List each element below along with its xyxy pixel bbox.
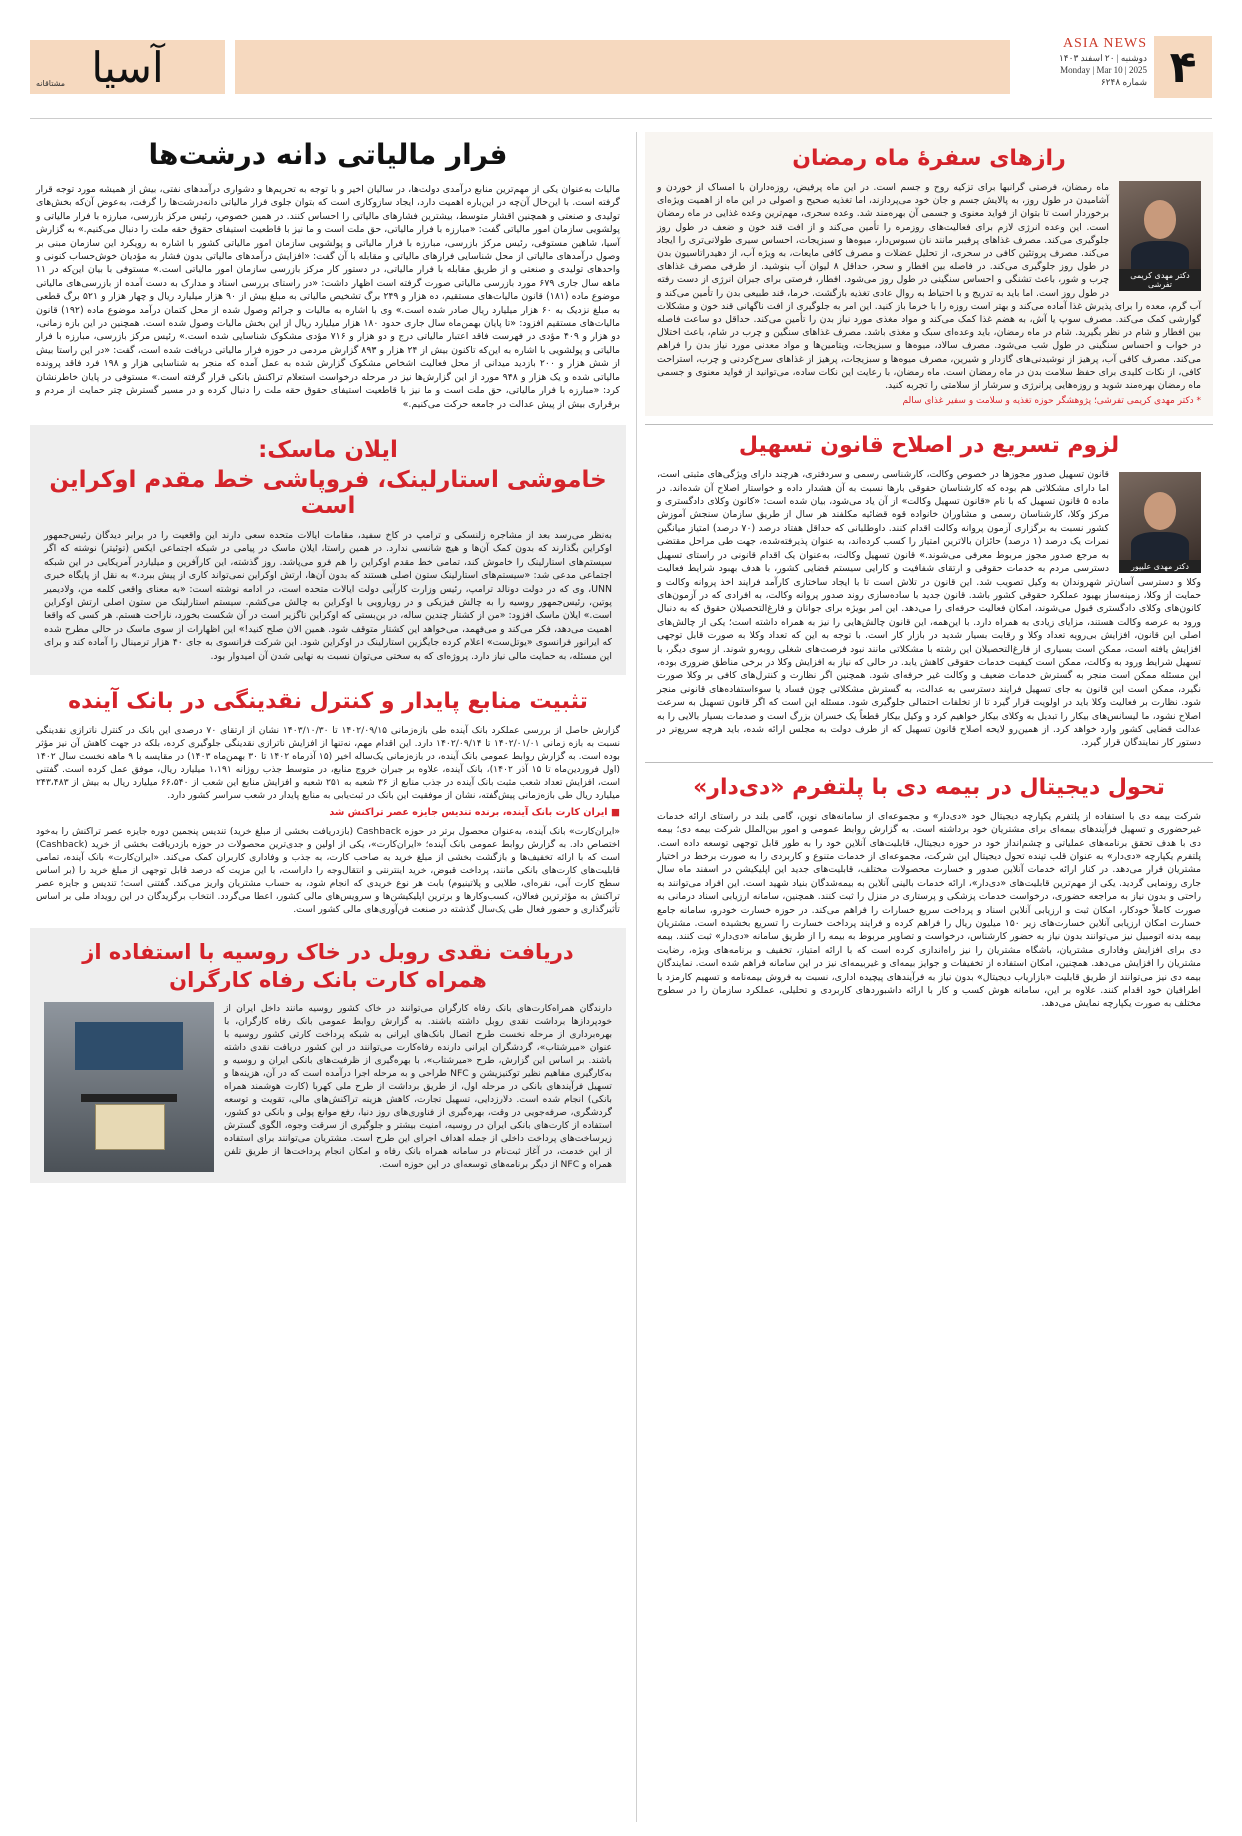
- article-title-line1: ایلان ماسک:: [258, 436, 398, 463]
- article-title-line1: دریافت نقدی روبل در خاک روسیه با استفاده از: [82, 939, 574, 964]
- atm-photo: [44, 1002, 214, 1172]
- article-ramadan: [645, 132, 1213, 416]
- date-persian: دوشنبه | ۲۰ اسفند ۱۴۰۳: [1058, 53, 1147, 63]
- author-photo: [1119, 472, 1201, 573]
- divider: [645, 424, 1213, 425]
- article-body: گزارش حاصل از بررسی عملکرد بانک آینده طی بازه‌زمانی ۱۴۰۲/۰۹/۱۵ تا ۱۴۰۳/۱۰/۳۰ نشان از ارتقای ۷۰ درصدی این بانک در کنترل ناترازی نقدینگی نسبت به بازه زمانی ۱۴۰۲/۰۱/۰۱ تا ۱۴۰۲/۰۹/۱۴ دارد. این اقدام مهم، نه‌تنها از افزایش ناترازی نقدینگی جلوگیری کرده، بلکه در جهت کاهش آن نیز مؤثر بوده است. به گزارش روابط عمومی بانک آینده، در بازه‌زمانی یک‌ساله اخیر (۱۵ آذرماه ۱۴۰۲ تا ۳۰ بهمن‌ماه ۱۴۰۳) در مقایسه با ۹ ماهه نخست سال ۱۴۰۲ (اول فروردین‌ماه تا ۱۵ آذر ۱۴۰۲)، بانک آینده، علاوه بر جبران خروج منابع، در متوسط جذب روزانه ۱،۱۹۱ میلیارد ریال، موفق عمل کرده است. گفتنی است، افزایش تعداد شعب مثبت بانک آینده در جذب منابع از ۳۶ شعبه به ۲۵۱ شعبه و افزایش منابع این شعب از ۶۶،۵۴۰ میلیارد ریال به بیش از ۲۴۳،۴۸۳ میلیارد ریال طی بازه‌زمانی پیش‌گفته، نشان از موفقیت این بانک در ثبت‌یابی به منابع پایدار در شعب سراسر کشور دارد.: [36, 724, 621, 801]
- article-body-2: «ایران‌کارت» بانک آینده، به‌عنوان محصول برتر در حوزه Cashback (بازدریافت بخشی از مبلغ خرید) تندیس پنجمین دوره جایزه عصر تراکنش را به‌خود اختصاص داد. به گزارش روابط عمومی بانک آینده؛ «ایران‌کارت»، یکی از اولین و جدی‌ترین محصولات در حوزه بازدریافت بخشی از خرید (Cashback) است که با ارائه تخفیف‌ها و بازگشت بخشی از مبلغ خرید به صاحب کارت، به جذب و وفاداری کاربران کمک می‌کند. «ایران‌کارت» بانک آینده، تمامی قابلیت‌های کارت‌های بانکی مانند، پرداخت قبوض، خرید اینترنتی و انتقال‌وجه را داراست، با این مزیت که درصد قابل توجهی از مبلغ خرید را (بر اساس سطح کارت آبی، نقره‌ای، طلایی و پلاتینیوم) بابت هر نوع خریدی که انجام شود، به حساب مشتریان واریز می‌کند. گفتنی است؛ تندیس و جایزه عصر تراکنش به مؤثرترین فعالان، کسب‌وکارها و برترین اپلیکیشن‌ها و سرویس‌های مالی کشور، اعطا می‌گردد. انتخاب برگزیدگان در این رویداد ملی بر اساس تأثیرگذاری و حضور فعال طی یک‌سال گذشته در صنعت فن‌آوری‌های مالی کشور است.: [36, 825, 620, 915]
- photo-caption: دکتر مهدی علیپور: [1119, 560, 1201, 573]
- article-signature: * دکتر مهدی کریمی تفرشی؛ پژوهشگر حوزه تغذیه و سلامت و سفیر غذای سالم: [902, 396, 1201, 407]
- logo-box: [30, 40, 225, 94]
- article-title: تحول دیجیتال در بیمه دی با پلتفرم «دی‌دار»: [693, 774, 1165, 800]
- newspaper-logo: آسیا: [91, 42, 164, 92]
- header-bar: [235, 40, 1010, 94]
- article-body: شرکت بیمه دی با استفاده از پلتفرم یکپارچه دیجیتال خود «دی‌دار» و مجموعه‌ای از سامانه‌های نوین، گامی بلند در راستای ارائه خدمات غیرحضوری و تسهیل فرآیندهای بیمه‌ای برای مشتریان خود برداشته است. به گزارش روابط عمومی و امور بین‌الملل شرکت بیمه دی؛ بیمه دی با هدف تحقق برنامه‌های عملیاتی و چشم‌انداز خود در حوزه دیجیتال، قابلیت‌های آنلاین خود را به طور قابل توجهی توسعه داده است. پلتفرم یکپارچه «دی‌دار» به عنوان قلب تپنده تحول دیجیتال این شرکت، مجموعه‌ای از خدمات متنوع و کاربردی را به صورت برخط در اختیار مشتریان قرار می‌دهد. در کنار ارائه خدمات آنلاین صدور و خسارت محصولات مختلف، قابلیت‌های جدید این اپلیکیشن در اسفند ماه سال جاری رونمایی گردید. یکی از مهم‌ترین قابلیت‌های «دی‌دار»، ارائه خدمات بالینی آنلاین به بیمه‌شدگان بنیاد شهید است. این افراد می‌توانند به راحتی و بدون نیاز به مراجعه حضوری، درخواست خدمات پزشکی و پرستاری در منزل را ثبت کنند. همچنین، سامانه ارزیابی اسناد درمانی به صورت کاملاً خودکار، امکان ثبت و ارزیابی آنلاین اسناد و پرداخت سریع خسارات را فراهم می‌کند. در حوزه خسارت خودرو، سامانه جامع خسارت امکان ارزیابی آنلاین خسارت‌های زیر ۱۵۰ میلیون ریال را فراهم کرده و فرایند پرداخت خسارت را تسریع بخشیده است. مشتریان بیمه بدنه اتومبیل نیز می‌توانند بدون نیاز به حضور کارشناس، درخواست و تصاویر مربوط به بیمه را از طریق سامانه «دی‌دار» ثبت کنند. بیمه دی برای افزایش وفاداری مشتریان، باشگاه مشتریان را نیز راه‌اندازی کرده است که با ارائه امتیاز، تخفیف و برنامه‌های ویژه، رضایت مشتریان را افزایش می‌دهد. همچنین، امکان استفاده از تخفیفات و جوایز بیمه‌ای و غیربیمه‌ای نیز در این سامانه فراهم شده است. نمایندگان بیمه دی نیز می‌توانند از طریق قابلیت «بازاریاب دیجیتال» بدون نیاز به فرآیندهای پیچیده اداری، نسبت به فروش بیمه‌نامه و تسهیم کارمزد با اطرافیان خود اقدام کنند. علاوه بر این، سامانه هوش کسب و کار با ارائه داشبوردهای کاربردی و تحلیلی، عملکرد سازمان را در سطوح مختلف به صورت یکپارچه نمایش می‌دهد.: [657, 810, 1201, 1010]
- article-dey-insurance: [645, 775, 1213, 1011]
- article-body: دارندگان همراه‌کارت‌های بانک رفاه کارگران می‌توانند در خاک کشور روسیه مانند داخل ایران از خودپردازها برداشت نقدی روبل داشته باشند. به گزارش روابط عمومی بانک رفاه کارگران، با بهره‌برداری از مرحله نخست طرح اتصال بانک‌های ایرانی به شبکه پرداخت کارتی کشور روسیه با عنوان «میرشتاب»، گردشگران ایرانی دارنده رفاه‌کارت می‌توانند در این کشور دریافت نقدی داشته باشند. بر اساس این گزارش، طرح «میرشتاب»، با بهره‌گیری از ظرفیت‌های بانکی ایران و روسیه و به‌کارگیری مفاهیم نظیر توکنیزیشن و NFC طراحی و به مرحله اجرا درآمده است که در آن، هزینه‌ها و تسهیل فرآیندهای بانکی در مرحله اول، از طریق برداشت از طرح ملی کهربا (کارت هوشمند همراه بانکی) انجام شده است. دلارزدایی، تسهیل تجارت، کاهش هزینه تراکنش‌های مالی، تقویت و توسعه گردشگری، صرفه‌جویی در وقت، بهره‌گیری از فناوری‌های روز دنیا، رفع موانع پولی و بانکی دو کشور، استفاده از کارت‌های بانکی ایران در روسیه، امنیت بیشتر و جلوگیری از سرقت وجوه، الگوی گسترش زیرساخت‌های پرداخت داخلی از جمله اهداف اجرای این طرح است. مشتریان می‌توانند برای استفاده از این خدمت، در آغاز ثبت‌نام در سامانه همراه بانک رفاه و امکان انجام پرداخت‌ها از طریق تلفن همراه و NFC از دیگر برنامه‌های توسعه‌ای در این حوزه است.: [224, 1002, 612, 1170]
- article-title: رازهای سفرۀ ماه رمضان: [792, 146, 1066, 171]
- article-refah-bank: [30, 928, 626, 1183]
- article-title: فرار مالیاتی دانه درشت‌ها: [148, 138, 508, 171]
- article-lawyer-law: [645, 433, 1213, 750]
- article-title: تثبیت منابع پایدار و کنترل نقدینگی در بانک آینده: [68, 688, 588, 714]
- article-subheading: ■ ایران کارت بانک آینده، برنده تندیس جایزه عصر تراکنش شد: [329, 806, 620, 818]
- brand-name: ASIA NEWS: [1062, 36, 1147, 51]
- article-body: مالیات به‌عنوان یکی از مهم‌ترین منابع درآمدی دولت‌ها، در سالیان اخیر و با توجه به تحریم‌ها و دشواری درآمدهای نفتی، بیش از همیشه مورد توجه قرار گرفته است. با این‌حال آن‌چه در این‌باره اهمیت دارد، ایجاد سازوکاری است که بتوان جلوی فرار مالیاتی دانه‌درشت‌ها را گرفت، به‌عوض آن‌که بخش‌های تولیدی و صنعتی و همچنین اقشار متوسط، بیشترین فشارهای مالیاتی را احساس کنند. در همین خصوص، رئیس مرکز بازرسی، مبارزه با فرار مالیاتی و پولشویی سازمان امور مالیاتی گفت: «مبارزه با فرار مالیاتی، حق ملت است و ما نیز با قاطعیت استیفای حقوق حقه ملت را دنبال می‌کنیم.» به گزارش آسیا، شاهین مستوفی، رئیس مرکز بازرسی، مبارزه با فرار مالیاتی و پولشویی سازمان امور مالیاتی کشور با اشاره به رویکرد این سازمان مبنی بر وصول درآمدهای مالیاتی از محل شناسایی فرارهای مالیاتی و مقابله با آن گفت: «افزایش درآمدهای مالیاتی بدون فشار به مؤدیان خوش‌حساب کنونی و واحدهای تولیدی و صنعتی و از طریق مقابله با فرار مالیاتی، در دستور کار مرکز بازرسی سازمان امور مالیاتی است.» مستوفی با بیان این‌که در ۱۱ ماهه سال جاری ۶۷۹ مورد بازرسی مالیاتی صورت گرفته است اظهار داشت: «در راستای بررسی اسناد و مدارک به دست آمده از بازرسی‌های مالیاتی موضوع ماده (۱۸۱) قانون مالیات‌های مستقیم، ده هزار و ۲۴۹ برگ تشخیص مالیاتی به مبلغ بیش از ۹۰ هزار میلیارد ریال و چهار هزار و ۵۲۱ برگ قطعی به مبلغ نزدیک به ۶۰ هزار میلیارد ریال صادر شده است.» وی با اشاره به مالیات و جرائم وصول شده از محل کتمان درآمد موضوع ماده (۱۹۲) قانون مالیات‌های مستقیم افزود: «تا پایان بهمن‌ماه سال جاری حدود ۱۸۰ هزار میلیارد ریال از این بخش مالیات وصول شده است. همچنین در این بازه زمانی، دو هزار و ۴۰۹ مؤدی در فهرست فاقد اعتبار مالیاتی درج و دو هزار و ۷۱۶ مؤدی مشکوک شناسایی شده است.» رئیس مرکز بازرسی، مبارزه با فرار مالیاتی و پولشویی با اشاره به این‌که تاکنون بیش از ۲۴ هزار و ۸۹۳ گزارش مردمی در حوزه فرار مالیاتی دریافت شده است، گفت: «در این راستا بیش از شش هزار و ۲۰۰ بازدید میدانی از محل فعالیت اشخاص مشکوک گزارش شده به عمل آمده که منجر به شناسایی هزار و ۱۹۸ فرد فاقد پرونده مالیاتی شده و یک هزار و ۹۴۸ مورد از این گزارش‌ها نیز در مرحله درخواست استعلام تراکنش بانکی قرار گرفته است.» مستوفی در پایان خاطرنشان کرد: «مبارزه با فرار مالیاتی، حق ملت است و ما نیز با قاطعیت استیفای حقوق حقه ملت را دنبال کرده و در مسیر گسترش چتر حمایت از مردم و برقراری بیش از پیش عدالت در جامعه حرکت می‌کنیم.»: [36, 184, 621, 410]
- divider: [645, 762, 1213, 763]
- portrait-image: [1119, 472, 1201, 560]
- logo-tagline: مشتاقانه: [36, 79, 66, 88]
- header-info: [1015, 36, 1147, 98]
- date-english: Monday | Mar 10 | 2025: [1060, 65, 1147, 75]
- article-musk-starlink: [30, 425, 626, 675]
- issue-number: شماره ۶۲۴۸: [1100, 77, 1147, 87]
- masthead: [30, 36, 1212, 98]
- article-body: به‌نظر می‌رسد بعد از مشاجره زلنسکی و ترامپ در کاخ سفید، مقامات ایالات متحده سعی دارند این واقعیت را در برابر دیدگان رئیس‌جمهور اوکراین بگذارند که بدون کمک آن‌ها و هیچ شانسی ندارد. در همین راستا، ایلان ماسک در پیامی در شبکه اجتماعی ایکس (توئیتر) نوشته که اگر سیستم‌های استارلینک را خاموش کند، تمامی خط مقدم اوکراین را هم فرو می‌پاشد. روز گذشته، این کارآفرین و میلیاردر آمریکایی در این شبکه اجتماعی مدعی شد: «سیستم‌های استارلینک ستون اصلی هستند که بدون آن‌ها، ارتش اوکراین نمی‌تواند کاری از پیش ببرد.» به نقل از پایگاه خبری UNN، وی که در دولت دونالد ترامپ، رئیس وزارت کارآیی دولت ایالات متحده است، در ادامه نوشته است: «به معنای واقعی کلمه من، ولادیمیر پوتین، رئیس‌جمهور روسیه را به چالش فیزیکی و در رویارویی با اوکراین به چالش می‌کشم. سیستم استارلینک من ستون اصلی ارتش اوکراین است.» ایلان ماسک افزود: «من از کشتار چندین ساله، در بن‌بستی که اوکراین ناگزیر است در آن شکست بخورد، ناراحت هستم. هر کسی که واقعا اهمیت می‌دهد، فکر می‌کند و می‌فهمد، می‌خواهد این کشتار متوقف شود. همین الان صلح کنید!» این اظهارات از سوی ماسک در حالی مطرح شده که ایرانور فرانسوی «یوتل‌ست» اعلام کرده جایگزین استارلینک در اوکراین شود. این شرکت فرانسوی به جای ۴۰ هزار ترمینال را آماده کند و برای این مسئله، به حمایت مالی نیاز دارد. پروژه‌ای که به سختی می‌توان نسبت به نهایی شدن آن امیدوار بود.: [44, 529, 612, 662]
- article-title-line2: خاموشی استارلینک، فروپاشی خط مقدم اوکراین است: [49, 466, 607, 519]
- right-column: [645, 132, 1213, 1011]
- left-column: [30, 132, 626, 1183]
- column-divider: [636, 132, 637, 1822]
- portrait-image: [1119, 181, 1201, 269]
- article-tax-evasion: [30, 138, 626, 411]
- photo-caption: دکتر مهدی کریمی تفرشی: [1119, 269, 1201, 291]
- article-ayandeh-bank: [30, 675, 626, 916]
- page-number: ۴: [1154, 36, 1212, 98]
- article-body: ماه رمضان، فرصتی گرانبها برای تزکیه روح و جسم است. در این ماه پرفیض، روزه‌داران با امساک از خوردن و آشامیدن در طول روز، به پالایش جسم و جان خود می‌پردازند، اما تغذیه صحیح و اصولی در این ماه از اهمیت ویژه‌ای برخوردار است تا بتوان از فواید معنوی و جسمی آن بهره‌مند شد. وعده سحری، مهم‌ترین وعده غذایی در ماه رمضان است. این وعده انرژی لازم برای فعالیت‌های روزمره را تأمین می‌کند و از افت قند خون و ضعف در طول روز جلوگیری می‌کند. مصرف غذاهای پرفیبر مانند نان سبوس‌دار، میوه‌ها و سبزیجات، احساس سیری طولانی‌تری را ایجاد می‌کند. مصرف پروتئین کافی در سحری، از تحلیل عضلات و مصرف کافی مایعات، به ویژه آب، از دهیدراتاسیون بدن در طول روز جلوگیری می‌کند. در فاصله بین افطار و سحر، حداقل ۸ لیوان آب بنوشید. از طرفی مصرف غذاهای چرب و شور، باعث تشنگی و احساس سنگینی در طول روز می‌شود. افطار، فرصتی برای جبران انرژی از دست رفته در طول روز است. اما باید به تدریج و با احتیاط به روال عادی تغذیه بازگشت. خرما، قند طبیعی بدن را تأمین می‌کند و آب گرم، معده را برای پذیرش غذا آماده می‌کند و بهتر است روزه را با خرما باز کنید. این امر به جلوگیری از افت ناگهانی قند خون و مشکلات گوارشی کمک می‌کند. مصرف سوپ یا آش، به هضم غذا کمک می‌کند و مواد مغذی مورد نیاز بدن را تأمین می‌کند. حداقل دو ساعت فاصله بین افطار و شام در نظر بگیرید. شام در ماه رمضان، باید وعده‌ای سبک و مغذی باشد. مصرف غذاهای سنگین و چرب در شام، باعث اختلال در خواب و احساس سنگینی در طول شب می‌شود. مصرف سالاد، میوه‌ها و سبزیجات، ویتامین‌ها و مواد معدنی مورد نیاز بدن را فراهم می‌کند. مصرف کافی آب، پرهیز از نوشیدنی‌های گازدار و شیرین، مصرف میوه‌ها و سبزیجات، پرهیز از غذاهای سرخ‌کردنی و چرب، استراحت کافی، از نکات کلیدی برای حفظ سلامت بدن در ماه رمضان است. ماه رمضان، با رعایت این نکات ساده، می‌توانید از فواید معنوی و جسمی ماه رمضان بهره‌مند شوید و روزه‌هایی پرانرژی و سرشار از سلامتی را تجربه کنید.: [657, 182, 1201, 392]
- article-title: لزوم تسریع در اصلاح قانون تسهیل: [738, 433, 1120, 459]
- article-title-line2: همراه کارت بانک رفاه کارگران: [169, 967, 487, 992]
- header-rule: [30, 118, 1212, 119]
- article-body: قانون تسهیل صدور مجوزها در خصوص وکالت، کارشناسی رسمی و سردفتری، هرچند دارای ویژگی‌های مثبتی است، اما دارای مشکلاتی هم بوده که کارشناسان حقوقی بارها نسبت به آن هشدار داده و خواستار اصلاح آن شده‌اند. در ماده ۵ قانون تسهیل که با نام «قانون تسهیل وکالت» از آن یاد می‌شود، بیان شده است: «کانون وکلای دادگستری و مرکز وکلا، کارشناسان رسمی و مشاوران خانواده قوه قضائیه مکلفند هر سال از طریق سازمان سنجش آموزش کشور نسبت به برگزاری آزمون پروانه وکالت اقدام کنند. داوطلبانی که حداقل هفتاد درصد (۷۰ درصد) امتیاز میانگین نمرات یک درصد (۱ درصد) حائزان بالاترین امتیاز را کسب کرده‌اند، به عنوان پذیرفته‌شده، جهت طی مراحل مقتضی به مرجع صدور مجوز مربوط معرفی می‌شوند.» قانون تسهیل وکالت، به‌عنوان یک اقدام قانونی در راستای تسهیل دسترسی مردم به خدمات حقوقی و ارتقای شفافیت و کارایی سیستم قضایی کشور، با هدف بهبود شرایط فعالیت وکلا و دسترسی آسان‌تر شهروندان به وکیل تصویب شد. این قانون در تلاش است تا با ایجاد ساختاری کارآمد فرایند اخذ پروانه وکالت و حمایت از وکلا، زمینه‌ساز بهبود عملکرد حقوقی کشور باشد. قانون جدید با ساده‌سازی روند صدور پروانه وکالت، به افرادی که در آزمون‌های کانون‌های وکلای دادگستری قبول می‌شوند، امکان فعالیت حرفه‌ای را می‌دهد. این امر بویژه برای جوانان و فارغ‌التحصیلان حقوق که به دنبال ورود به عرصه وکالت هستند، مزایای زیادی به همراه دارد. با این‌همه، این قانون چالش‌هایی را نیز به همراه داشته است؛ یکی از چالش‌های اصلی این قانون، افزایش بی‌رویه تعداد وکلا و رقابت بسیار شدید در بازار کار است. با توجه به این که تعداد وکلا به صورت قابل توجهی افزایش یافته است، ممکن است بسیاری از فارغ‌التحصیلان این رشته با مشکلاتی مانند نبود فرصت‌های شغلی روبه‌رو شوند. از سوی دیگر، با تسهیل شرایط ورود به وکالت، ممکن است کیفیت خدمات حقوقی کاهش یابد. در حالی که نیاز به افزایش وکلا در برخی مناطق ضروری بوده، این مسئله ممکن است منجر به گسترش خدمات ضعیف و وکالت غیر حرفه‌ای شود. همچنین اگر نظارت و کنترل‌های کافی بر وکلا صورت نگیرد، ممکن است این قانون به جای تسهیل فرایند دسترسی به عدالت، به گسترش مشکلاتی چون فساد یا سوءاستفاده‌های قانونی منجر شود. نظارت بر فعالیت وکلا باید در اولویت قرار گیرد تا از تخلفات احتمالی جلوگیری شود. مسئله این است که اگر قانون تسهیل به سرعت اصلاح نشود، ما لیسانس‌های بیکار را تبدیل به وکلای بیکار خواهیم کرد و وکیل بیکار قطعاً یک خسران بزرگ است و صدمات بسیار بالایی را به عدالت قضایی کشور وارد خواهد کرد. از همین‌رو لایحه اصلاح قانون تسهیل که از طرف دولت به مجلس ارائه شده، باید هرچه سریع‌تر در دستور کار نمایندگان قرار گیرد.: [657, 469, 1201, 749]
- author-photo: [1119, 181, 1201, 291]
